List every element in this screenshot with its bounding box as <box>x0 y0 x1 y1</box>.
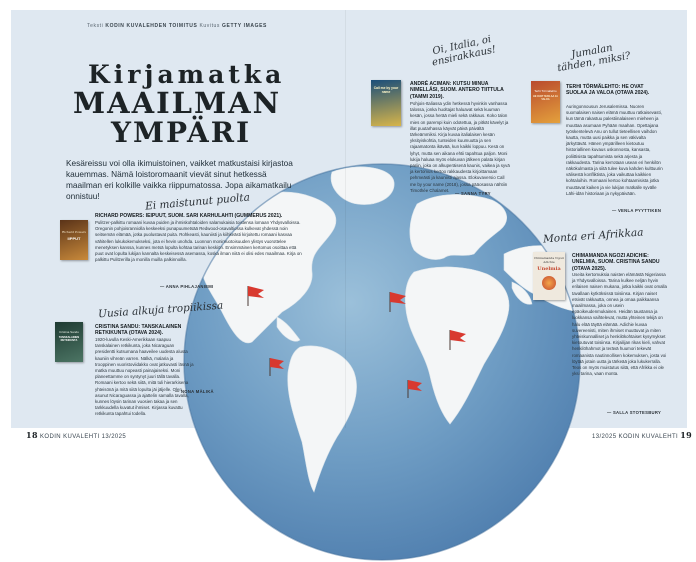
section-script-title: Ei maistunut puolta <box>144 191 251 213</box>
flag-marker-nicaragua <box>268 356 286 376</box>
page-number-left: 18 <box>26 430 38 440</box>
cover-title: Terhi Törmälehto <box>534 89 557 93</box>
reviewer-adichie: — SALLA STOTESBURY <box>607 410 662 415</box>
flag-marker-oregon <box>246 284 266 306</box>
book-heading-adichie: CHIMAMANDA NGOZI ADICHIE: UNELMIA, SUOM. CRISTINA SANDU (OTAVA 2025). <box>572 253 660 272</box>
reviewer-powers: — ANNA PIHLAJANIEMI <box>160 284 214 289</box>
book-review-aciman: Pohjois-Italiassa ydin hetkessä hyvinkin vanhassa talossa, jonka huoltajat haluavat sekä kuuman kesän, jossa herää mieli sekä rakkaus. Koko talon mies on parempi kuin odotettua, ja pitkät kävelyt ja illat puutarhassa käyvät päivä päivältä tärkeämmiksi. Kirja kuvaa italialaisen kesän yksityiskohtia, tunteiden kuumuutta ja sen rajaamatonta ikävää, kun kaikki loppuu. Kesä on lyhyt, mutta sen aikana ehtii tapahtua paljon. Moni lukija haluaa myös elokuvan jälkeen palata kirjan pariin, joka on alkuperäisenä kaunis, vaikea ja syvä ja kertomus kertoo rakkaudesta kirjoittamaan pehmeästi ja kauniisti ajassa. Elokuvaversio Call me by your name (2018), jossa pääosassa nähtiin Timothée Chalamet. <box>410 101 510 193</box>
title-line-1: Kirjamatka <box>88 60 286 89</box>
book-cover-sandu <box>55 322 83 362</box>
footer-left-text: KODIN KUVALEHTI 13/2025 <box>40 434 127 440</box>
cover-subtitle: HE OVAT SUOLAA JA VALOA <box>533 95 558 101</box>
book-review-tormalehto: Auringonnousun Jerusalemissa. Nuoren suomalaisen naisen elämä muuttuu ratkaisevasti, kun tämä rakastuu palestiinalaiseen mieheen ja muuttaa asumaan Pyhään maahan. Opettajana työskentelevä Anu on tullut tieteellisen vaihdon kautta, mutta uusi paikka ja sen väkivalta järkyttävät. Hänen ympärilleen kietoutuu historiallinen kuvaus uskonnosta, kansasta, poliittisista tapahtumista sekä arjesta ja rakkaudesta. Tarina kerrotaan usean eri henkilön näkökulmasta ja siitä tulee kuva kahden kulttuurin välisestä konfliktista, joka vaikuttaa kaikkien kohtaloihin. Romaani kertoo kohtaamisista jotka muuttavat kaiken ja vie lukijan matkalle syvälle Lähi-idän historiaan ja nykypäivään. <box>566 104 663 196</box>
spread-fold <box>345 10 346 428</box>
cover-title: Richard Powers <box>62 230 86 234</box>
reviewer-aciman: — SANNA TYRY <box>455 191 491 196</box>
book-cover-aciman <box>371 80 401 126</box>
cover-title: Call me by your name <box>373 86 399 94</box>
section-script-title: Monta eri Afrikkaa <box>542 226 644 246</box>
book-review-adichie: Useita kertomuksia naisten elämästä Nigeriassa ja Yhdysvalloissa. Tarina kulkee neljän hyvin erilaisen naisen mukana, jotka kaikki ovat omalla tavallaan kytköksissä toisiinsa. Kirjan naiset etsivät rakkautta, onnea ja omaa paikkaansa maailmassa, joka on usein epäoikeudenmukainen. Heidän taustansa ja luokkansa vaihtelevat, mutta yhteinen tekijä on halu elää täyttä elämää. Adichie kuvaa suvereenisti, miten ihmiset muuttuvat ja miten yhteiskunnalliset ja henkilökohtaiset kysymykset kietoutuvat toisiinsa. Kirjailijan rikas kieli, vahvat henkilöhahmot ja terävä huumori tekevät romaanista nautinnollisen kokemuksen, josta voi löytää jotain uutta ja tärkeää joka lukukerralla. Teos on myös muistutus siitä, että Afrikka ei ole yksi tarina, vaan monta. <box>572 272 667 377</box>
title-line-3: YMPÄRI <box>111 116 252 149</box>
cover-title: Cristina Sandu <box>59 330 79 334</box>
footer-right-text: 13/2025 KODIN KUVALEHTI <box>592 434 679 440</box>
book-heading-tormalehto: TERHI TÖRMÄLEHTO: HE OVAT SUOLAA JA VALOA (OTAVA 2024). <box>566 84 650 97</box>
section-script-title: Oi, Italia, oi ensirakkaus! <box>431 34 498 69</box>
cover-art <box>542 276 556 290</box>
article-credit <box>87 23 267 29</box>
cover-subtitle: TANSKALAINEN RETKIKUNTA <box>58 336 80 342</box>
credit-text-label: Teksti <box>87 23 104 29</box>
cover-subtitle: IIPPUT <box>67 236 81 241</box>
book-heading-aciman: ANDRÉ ACIMAN: KUTSU MINUA NIMELLÄSI, SUOM. ANTERO TIITTULA (TAMMI 2019). <box>410 81 504 100</box>
lead-paragraph: Kesäreissu voi olla ikimuistoinen, vaikket matkustaisi kirjastoa kauemmas. Nämä loistoromaanit vievät sinut hetkessä maailman eri kolkille vaikka riippumatossa. Jopa aikamatkailu onnistuu! <box>66 158 293 201</box>
title-line-2: MAAILMAN <box>73 86 282 120</box>
reviewer-tormalehto: — VENLA PYYTTIKEN <box>612 208 662 213</box>
flag-marker-italy <box>388 290 408 312</box>
footer-left <box>26 430 126 440</box>
book-heading-sandu: CRISTINA SANDU: TANSKALAINEN RETKIKUNTA (OTAVA 2024). <box>95 324 182 337</box>
flag-marker-nigeria <box>406 378 424 398</box>
reviewer-sandu: — NONA MÄLIKÄ <box>175 389 214 394</box>
book-cover-powers <box>60 220 88 260</box>
book-cover-tormalehto <box>531 81 560 123</box>
section-script-title: Uusia alkuja tropiikissa <box>97 299 224 321</box>
cover-subtitle: Unelmia <box>537 266 561 272</box>
book-review-powers: Pulitzer-palkittu romaani kuvaa puiden ja ihmiskohtaloiden salamukaisia toistensa lomaan Yhdysvalloissa. Oregonin pohjoisranniolla keskeeksi punapuumetsää Redwood-osavaltiossa kulkevat yhdessä noin seitsemän elämää, jotka puolustavat puita. Rohkeasti, kauniisti ja kiihkeästi kirjoitettu romaani kasvaa vähitellen lukukokemukseksi, jota ei hevin unohda. Luonnon monimuotoisuuden ylistys vuorottelee menetyksen kanssa, kunnes metsä lopulta kohtaa tarinan keskiön. Ensimmäinen kertomus osoittaa että puut ovat lopulta lukijan kannalta keskeisessä asemassa, koska ilman niitä ei olisi edes maailmaa. Kirja on palkittu Pulitzerilla ja monilla muilla palkinnoilla. <box>95 220 302 263</box>
footer-right <box>592 430 692 440</box>
credit-photographer: GETTY IMAGES <box>222 23 267 29</box>
book-heading-powers: RICHARD POWERS: IEIPUUT, SUOM. SARI KARHULAHTI (GUMMERUS 2021). <box>95 213 283 219</box>
section-script-title: Jumalan tähden, miksi? <box>556 42 632 75</box>
book-review-sandu: 1920-luvulla Keski-Amerikkaan saapuu tanskalainen retkikunta, joka Nicaraguan presidentti kutsumana haaveilee uudesta alusta kauniin vihreän varren. Nälkä, malaria ja trooppinen vuoristoviidakko ovat jatkuvasti läsnä ja matka muuttuu nopeasti painajaiseksi. Moni planeettamme on syntynyt juuri tällä tavalla. Romaani kertoo sekä siitä, mitä tuli hierarkisena yhteisönä ja mitä siitä lopulta jäi jäljelle. Olen asunut Nicaraguassa ja ajattelin samalla tavalla, kunnes löysin tarinan vuosien takaa ja sen tarkkuudella kuvatut ihmiset. Kirjassa kuvattu retkikunta tapahtui todella. <box>95 337 194 417</box>
cover-title: Chimamanda Ngozi Adichie <box>534 256 564 264</box>
page-number-right: 19 <box>680 430 693 440</box>
flag-marker-jerusalem <box>448 328 468 350</box>
credit-photo-label: Kuvitus <box>199 23 221 29</box>
book-review-sandu-cont <box>60 374 220 400</box>
book-cover-adichie <box>533 252 565 300</box>
credit-author: KODIN KUVALEHDEN TOIMITUS <box>105 23 198 29</box>
